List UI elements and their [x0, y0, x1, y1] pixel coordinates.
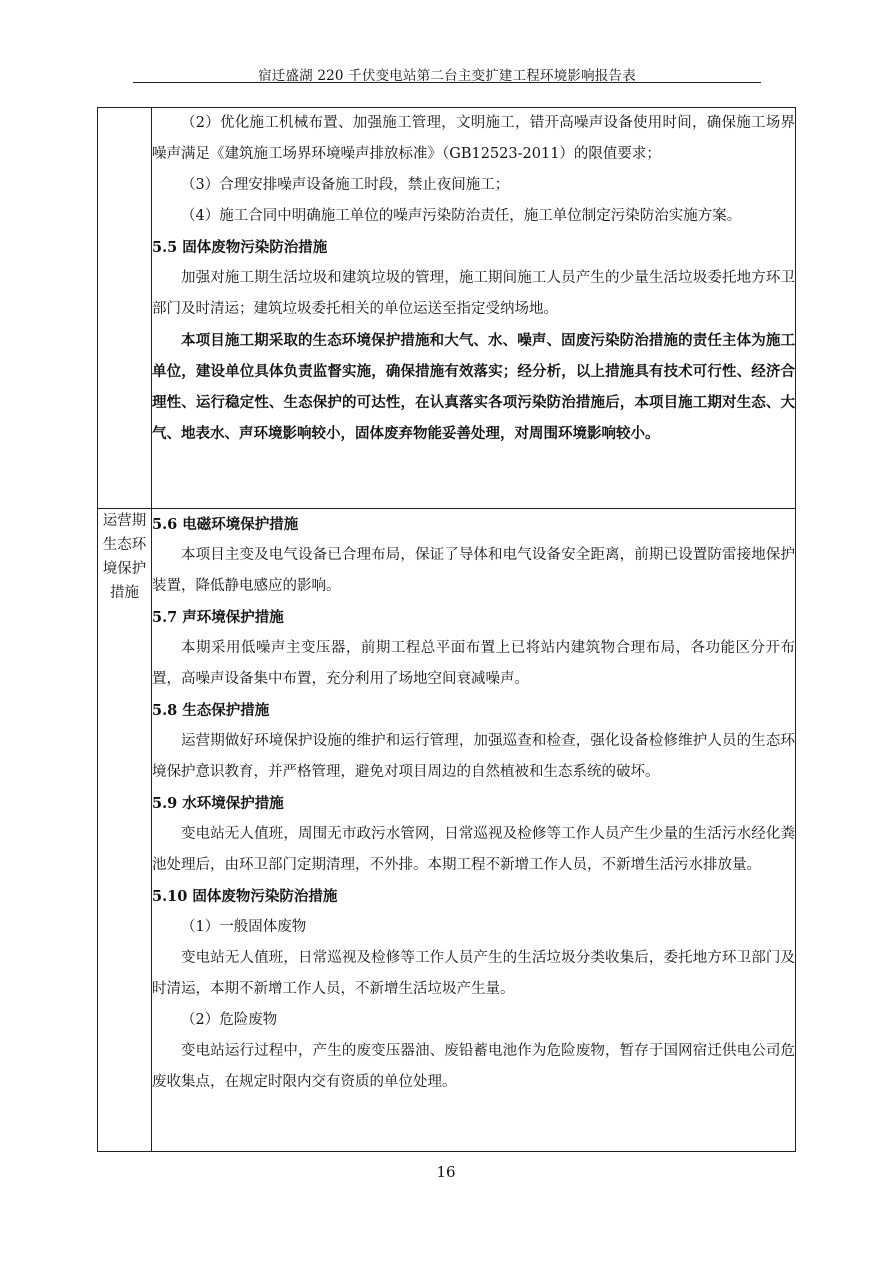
construction-row — [98, 108, 796, 509]
noise-measure-2: （2）优化施工机械布置、加强施工管理，文明施工，错开高噪声设备使用时间，确保施工场界噪声满足《建筑施工场界环境噪声排放标准》（GB12523-2011）的限值要求； — [152, 115, 795, 162]
noise-measure-3: （3）合理安排噪声设备施工时段，禁止夜间施工； — [181, 177, 510, 193]
operation-content — [152, 509, 796, 1152]
general-waste-text: 变电站无人值班，日常巡视及检修等工作人员产生的生活垃圾分类收集后，委托地方环卫部门及时清运，本期不新增工作人员，不新增生活垃圾产生量。 — [152, 950, 795, 997]
operation-label-text: 运营期生态环境保护措施 — [102, 513, 147, 601]
solid-heading: 5.10 固体废物污染防治措施 — [152, 888, 338, 905]
general-waste-label: （1）一般固体废物 — [181, 919, 307, 935]
operation-label — [98, 509, 152, 1152]
noise-text: 本期采用低噪声主变压器，前期工程总平面布置上已将站内建筑物合理布局，各功能区分开布置，高噪声设备集中布置，充分利用了场地空间衰减噪声。 — [152, 640, 795, 687]
em-text: 本项目主变及电气设备已合理布局，保证了导体和电气设备安全距离，前期已设置防雷接地保护装置，降低静电感应的影响。 — [152, 547, 795, 594]
construction-label — [98, 108, 152, 509]
solid-waste-text: 加强对施工期生活垃圾和建筑垃圾的管理，施工期间施工人员产生的少量生活垃圾委托地方环卫部门及时清运；建筑垃圾委托相关的单位运送至指定受纳场地。 — [152, 270, 795, 317]
noise-measure-4: （4）施工合同中明确施工单位的噪声污染防治责任，施工单位制定污染防治实施方案。 — [181, 208, 742, 224]
header-rule — [133, 82, 761, 83]
construction-conclusion: 本项目施工期采取的生态环境保护措施和大气、水、噪声、固废污染防治措施的责任主体为施工单位，建设单位具体负责监督实施，确保措施有效落实；经分析，以上措施具有技术可行性、经济合理性、运行稳定性、生态保护的可达性，在认真落实各项污染防治措施后，本项目施工期对生态、大气、地表水、声环境影响较小，固体废弃物能妥善处理，对周围环境影响较小。 — [152, 332, 795, 442]
noise-heading: 5.7 声环境保护措施 — [152, 609, 284, 626]
construction-content — [152, 108, 796, 509]
page-number: 16 — [436, 1163, 456, 1181]
hazard-waste-text: 变电站运行过程中，产生的废变压器油、废铅蓄电池作为危险废物，暂存于国网宿迁供电公司危废收集点，在规定时限内交有资质的单位处理。 — [152, 1043, 795, 1090]
water-heading: 5.9 水环境保护措施 — [152, 795, 284, 812]
eco-heading: 5.8 生态保护措施 — [152, 702, 270, 719]
em-heading: 5.6 电磁环境保护措施 — [152, 516, 299, 533]
measures-table — [97, 107, 796, 1152]
eco-text: 运营期做好环境保护设施的维护和运行管理，加强巡查和检查，强化设备检修维护人员的生态环境保护意识教育，并严格管理，避免对项目周边的自然植被和生态系统的破坏。 — [152, 733, 795, 780]
operation-row — [98, 509, 796, 1152]
solid-waste-heading: 5.5 固体废物污染防治措施 — [152, 239, 328, 256]
document-header: 宿迁盛湖 220 千伏变电站第二台主变扩建工程环境影响报告表 — [258, 68, 636, 84]
water-text: 变电站无人值班，周围无市政污水管网，日常巡视及检修等工作人员产生少量的生活污水经化粪池处理后，由环卫部门定期清理，不外排。本期工程不新增工作人员，不新增生活污水排放量。 — [152, 826, 795, 873]
hazard-waste-label: （2）危险废物 — [181, 1012, 278, 1028]
